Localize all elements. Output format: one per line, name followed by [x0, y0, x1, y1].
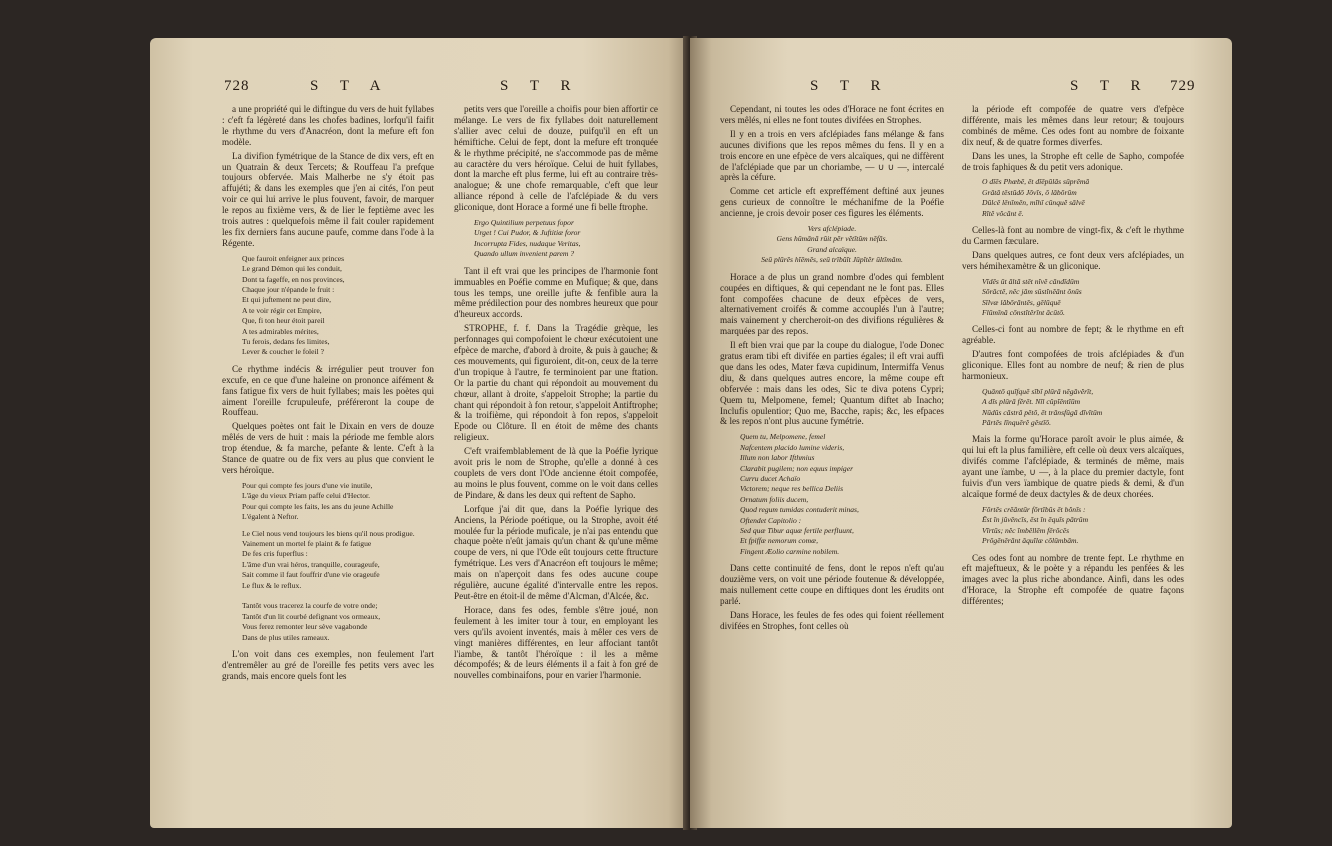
- verse-line: Vers afclépiade.: [807, 224, 857, 234]
- verse-line: Et qui juftement ne peut dire,: [242, 295, 331, 305]
- verse-line: Tantôt d'un lit courbé defignant vos ormeaux,: [242, 611, 381, 621]
- verse-block: [982, 387, 1184, 429]
- verse-block: [982, 505, 1184, 547]
- paragraph: Dans quelques autres, ce font deux vers afclépiades, un vers hémihexamètre & un gliconique.: [962, 249, 1184, 271]
- paragraph: L'on voit dans ces exemples, non feulement l'art d'entremêler au gré de l'oreille fes petits vers avec les grands, mais encore quels font les: [222, 649, 434, 681]
- verse-line: Vĭdēs ūt āltā stēt nĭvĕ cāndĭdūm: [982, 276, 1080, 286]
- paragraph: C'eft vraifemblablement de là que la Poéfie lyrique avoit pris le nom de Strophe, qu'elle a donné à ces couplets de vers dont l'Ode ancienne étoit compofée, au moins le plus fouvent, comme on le voit dans celles de Pindare, & dans les deux qui reftent de Sapho.: [454, 446, 658, 500]
- verse-line: Quod regum tumidas contuderit minas,: [740, 505, 859, 515]
- verse-line: Vous ferez remonter leur sève vagabonde: [242, 622, 368, 632]
- paragraph: STROPHE, f. f. Dans la Tragédie grèque, les perfonnages qui compofoient le chœur exécutoient une efpèce de marche, d'abord à droite, & puis à gauche; & ces mouvements, qui figuroient, dit-on, ceux de la terre d'un tropique à l'autre, fe terminoient par une ftation. Or la partie du chant qui répondoit au mouvement du chœur, allant à droite, s'appeloit Strophe; la partie du chant qui répondoit à fon retour, s'appeloit Antiftrophe; & la troifième, qui répondoit à fon repos, s'appeloit Epode ou Clôture. Il en étoit de même des chants religieux.: [454, 323, 658, 443]
- verse-line: Que fauroit enfeigner aux princes: [242, 253, 345, 263]
- paragraph: Dans les unes, la Strophe eft celle de Sapho, compofée de trois faphiques & du petit vers adonique.: [962, 150, 1184, 172]
- verse-line: O dĭĕs Phœbē, ēt dĭēpūlās sūprēmā: [982, 177, 1090, 187]
- verse-line: Quem tu, Melpomene, femel: [740, 432, 826, 442]
- verse-line: Tantôt vous tracerez la courfe de votre onde;: [242, 601, 378, 611]
- verse-line: Clarabit pugilem; non equus impiger: [740, 463, 854, 473]
- paragraph: Dans Horace, les feules de fes odes qui foient réellement divifées en Strophes, font celles où: [720, 609, 944, 631]
- verse-line: Dont ta fageffe, en nos provinces,: [242, 274, 345, 284]
- verse-line: Prōgĕnĕrānt ăquĭlæ cŏlūmbām.: [982, 536, 1079, 546]
- verse-line: Sed quæ Tibur aquæ fertile perfluunt,: [740, 526, 854, 536]
- paragraph: Tant il eft vrai que les principes de l'harmonie font immuables en Poéfie comme en Mufique; & que, dans tous les temps, une oreille jufte & fenfible aura la même prédilection pour des nombres heureux que pour d'heureux accords.: [454, 265, 658, 320]
- verse-line: Tu ferois, dedans fes limites,: [242, 337, 330, 347]
- paragraph: La divifion fymétrique de la Stance de dix vers, eft en un Quatrain & deux Tercets; & Rouffeau l'a prefque toujours obfervée. Mais Malherbe ne s'y étoit pas affujéti; & dans les exemples que j'en ai cités, l'on peut voir ce qui lui arrive le plus fouvent, favoir, de marquer le repos au fixième vers, & de lier le feptième avec les trois autres : quelquefois même il fait couler rapidement les fix derniers fans aucune paufe, comme dans l'ode à la Régente.: [222, 150, 434, 248]
- verse-block: [740, 432, 944, 557]
- paragraph: Lorfque j'ai dit que, dans la Poéfie lyrique des Anciens, la Période poétique, ou la Strophe, avoit été moulée fur la période muficale, je n'ai pas entendu que chaque poète n'eût jamais qu'un chant & qu'une même coupe de vers, ni que l'Ode eût toujours cette ftructure fymétrique. Les vers d'Anacréon eft toujours le même; mais on n'aperçoit dans fes odes aucune coupe régulière, aucune égalité d'intervalle entre les repos. Peut-être en étoit-il de même d'Alcman, d'Alcée, &c.: [454, 503, 658, 601]
- verse-line: Que, fi ton heur étoit pareil: [242, 316, 325, 326]
- verse-block: [982, 277, 1184, 319]
- paragraph: Il y en a trois en vers afclépiades fans mélange & fans aucunes divifions que les repos mêmes du fens. Il y en a trois encore en une efpèce de vers alcaïques, qui ne diffèrent de l'afclépiade que par un choriambe, — ∪ ∪ —, intercalé après la céfure.: [720, 128, 944, 183]
- verse-line: L'égalent à Neftor.: [242, 512, 299, 522]
- paragraph: Quelques poètes ont fait le Dixain en vers de douze mêlés de vers de huit : mais la période me femble alors trop étendue, & fa marche, pefante & lente. C'eft à la Stance de quatre ou de fix vers au plus que convient le vers héroïque.: [222, 421, 434, 475]
- verse-line: Lever & coucher le foleil ?: [242, 347, 325, 357]
- verse-line: Fōrtēs crĕāntūr fōrtĭbūs ēt bŏnīs :: [982, 504, 1086, 514]
- paragraph: Cependant, ni toutes les odes d'Horace ne font écrites en vers mêlés, ni elles ne font toutes divifées en Strophes.: [720, 104, 944, 125]
- verse-line: Pārtēs līnquĕrĕ gēstĭō.: [982, 418, 1051, 428]
- verse-block: [720, 224, 944, 266]
- verse-line: Quāntō quĭfquĕ sĭbī plūrā nĕgāvĕrĭt,: [982, 386, 1094, 396]
- paragraph: Horace, dans fes odes, femble s'être joué, non feulement à les imiter tour à tour, en employant les vers qu'ils avoient inventés, mais à mêler ces vers de vingt manières différentes, en leur affociant tantôt l'iambe, & tantôt l'héroïque : il les a même décompofés; & de leurs éléments il a fait à fon gré de nouvelles combinaifons, pour en varier l'harmonie.: [454, 604, 658, 681]
- paragraph: D'autres font compofées de trois afclépiades & d'un gliconique. Elles font au nombre de neuf; & rien de plus harmonieux.: [962, 349, 1184, 381]
- running-header-left-col2: S T R: [500, 78, 580, 94]
- left-column-2: [454, 104, 658, 684]
- verse-line: Urget ! Cui Pudor, & Juftitiæ foror: [474, 228, 581, 238]
- paragraph: la période eft compofée de quatre vers d'efpèce différente, mais les mêmes dans leur retour; & toujours combinés de même. Ces odes font au nombre de foixante dix neuf, & de quatre formes diverfes.: [962, 104, 1184, 147]
- verse-line: Ēst īn jŭvēncīs, ēst īn ĕquīs pătrūm: [982, 515, 1089, 525]
- verse-line: Vīrtūs; nĕc īmbēllēm fĕrōcēs: [982, 525, 1070, 535]
- page-number-left: 728: [224, 78, 250, 94]
- verse-line: Nūdūs cāstrā pĕtō, ēt trānsfŭgā dīvĭtūm: [982, 407, 1103, 417]
- verse-line: Sĭlvæ lăbōrāntēs, gĕlūquĕ: [982, 297, 1061, 307]
- verse-line: Le Ciel nous vend toujours les biens qu'il nous prodigue.: [242, 528, 415, 538]
- verse-line: Quando ullum invenient parem ?: [474, 249, 575, 259]
- verse-block: [474, 218, 658, 260]
- verse-block: [242, 529, 434, 643]
- page-number-right: 729: [1170, 78, 1196, 94]
- paragraph: Ce rhythme indécis & irrégulier peut trouver fon excufe, en ce que d'une haleine on prononce aifément & fans fatigue fix vers de huit fyllabes; mais les poètes qui aiment l'oreille fcrupuleufe, préféreront la coupe de Rouffeau.: [222, 363, 434, 418]
- paragraph: petits vers que l'oreille a choifis pour bien affortir ce mélange. Le vers de fix fyllabes doit naturellement s'allier avec celui de douze, puifqu'il en eft un hémiftiche. Celui de fept, dont la mefure eft tronquée & le rhythme précipité, ne s'accommode pas de même au caractère du vers héroïque. Celui de huit fyllabes, dont la marche eft plus ferme, lui eft au contraire très-analogue; & une chofe remarquable, c'eft que leur alliance répond à celle de l'afclépiade & du vers gliconique, dont Horace a formé une fi belle ftrophe.: [454, 104, 658, 213]
- verse-line: A dīs plūrā fĕrēt. Nīl cŭpĭēntĭūm: [982, 397, 1081, 407]
- running-header-right-col2: S T R: [1070, 78, 1150, 94]
- verse-line: A tes admirables mérites,: [242, 326, 319, 336]
- verse-line: Flūmĭnă cōnstĭtĕrīnt ăcūtō.: [982, 307, 1065, 317]
- verse-block: [242, 481, 434, 523]
- verse-line: [242, 591, 434, 601]
- paragraph: Celles-là font au nombre de vingt-fix, & c'eft le rhythme du Carmen fæculare.: [962, 225, 1184, 246]
- paragraph: Dans cette continuité de fens, dont le repos n'eft qu'au douzième vers, on voit une période foutenue & développée, mais nullement cette coupe en diftiques dont les érudits ont parlé.: [720, 563, 944, 606]
- right-column-2: [962, 104, 1184, 610]
- verse-line: Rītĕ vŏcānt ē.: [982, 208, 1024, 218]
- verse-line: Grātā tĕstūdō Jŏvīs, ō lăbōrūm: [982, 187, 1077, 197]
- verse-line: Sōrāctē, nēc jām sūstĭnĕānt ŏnūs: [982, 287, 1082, 297]
- paragraph: Celles-ci font au nombre de fept; & le rhythme en eft agréable.: [962, 324, 1184, 346]
- verse-line: Ergo Quintilium perpetuus fopor: [474, 218, 574, 228]
- verse-line: Sait comme il faut fouffrir d'une vie orageufe: [242, 570, 380, 580]
- paragraph: a une propriété qui le diftingue du vers de huit fyllabes : c'eft fa légèreté dans les chofes badines, lorfqu'il faifit le rhythme du vers d'Anacréon, dont la mefure eft fon modèle.: [222, 104, 434, 147]
- verse-line: Dans de plus utiles rameaux.: [242, 632, 330, 642]
- paragraph: Ces odes font au nombre de trente fept. Le rhythme en eft majeftueux, & le poète y a répandu les penfées & les images avec la plus riche abondance. Ainfi, dans les odes d'Horace, la Strophe eft compofée de quatre façons différentes;: [962, 552, 1184, 607]
- verse-line: Pour qui compte les faits, les ans du jeune Achille: [242, 501, 394, 511]
- verse-line: Curru ducet Achaïo: [740, 474, 801, 483]
- verse-line: Le grand Démon qui les conduit,: [242, 264, 342, 274]
- verse-block: [982, 177, 1184, 219]
- verse-line: Le flux & le reflux.: [242, 580, 302, 590]
- verse-line: Et fpiffæ nemorum comæ,: [740, 536, 819, 546]
- right-column-1: [720, 104, 944, 635]
- running-header-left: S T A: [310, 78, 390, 94]
- running-header-right: S T R: [810, 78, 890, 94]
- verse-line: Oftendet Capitolio :: [740, 515, 802, 525]
- verse-line: A te voir régir cet Empire,: [242, 305, 322, 315]
- verse-line: Nafcentem placido lumine videris,: [740, 442, 845, 452]
- verse-line: De fes cris fuperflus :: [242, 549, 308, 559]
- verse-line: Seū plūrēs hĭēmēs, seū trĭbŭīt Jūpĭtĕr ūltĭmām.: [761, 255, 903, 265]
- verse-line: Gens hūmānā rŭit pĕr vĕtĭtŭm nĕfās.: [776, 234, 888, 244]
- paragraph: Mais la forme qu'Horace paroît avoir le plus aimée, & qui lui eft la plus familière, eft celle où deux vers alcaïques, divifés comme l'afclépiade, & terminés de même, mais ayant une ïambe, ∪ —, à la place du premier dactyle, font fuivis d'un vers ïambique de quatre pieds & demi, & d'un alcaïque formé de deux dactyles & de deux chorées.: [962, 434, 1184, 499]
- verse-line: Vainement un mortel fe plaint & fe fatigue: [242, 538, 372, 548]
- verse-line: Dūlcē lēnīmēn, mĭhī cūnquĕ sālvē: [982, 198, 1085, 208]
- verse-line: Ornatum foliis ducem,: [740, 494, 809, 504]
- paragraph: Horace a de plus un grand nombre d'odes qui femblent coupées en diftiques, & qui cependant ne le font pas. Elles font compofées chacune de deux efpèces de vers, alternativement croifés & comme accouplés l'un à l'autre; mais vainement y chercheroit-on des divifions régulières & marquées par des repos.: [720, 271, 944, 337]
- verse-line: Chaque jour n'épande le fruit :: [242, 285, 335, 294]
- verse-line: Incorrupta Fides, nudaque Veritas,: [474, 238, 581, 248]
- verse-line: Pour qui compte fes jours d'une vie inutile,: [242, 480, 373, 490]
- left-column-1: [222, 104, 434, 685]
- verse-line: Grand alcaïque.: [807, 244, 857, 254]
- right-page: [690, 38, 1232, 828]
- verse-line: L'âme d'un vrai héros, tranquille, courageufe,: [242, 559, 380, 569]
- verse-line: Illum non labor Ifthmius: [740, 453, 815, 463]
- paragraph: Il eft bien vrai que par la coupe du dialogue, l'ode Donec gratus eram tibi eft divifée en parties égales; il eft vrai auffi que dans les odes, Mater fæva cupidinum, Intermiffa Venus diu, & dans quelques autres encore, la même coupe eft obfervée : mais dans les odes, Sic te diva potens Cypri; Quem tu, Melpomene, femel; Quantum diftet ab Inacho; Inclufis opulentior; Quo me, Bacche, rapis; &c, les efpaces & les repos n'ont plus aucune fymétrie.: [720, 340, 944, 427]
- verse-line: L'âge du vieux Priam paffe celui d'Hector.: [242, 491, 371, 501]
- verse-line: Fingent Æolio carmine nobilem.: [740, 546, 840, 556]
- left-page: [150, 38, 690, 828]
- verse-block: [242, 254, 434, 358]
- paragraph: Comme cet article eft expreffément deftiné aux jeunes gens curieux de connoître le méchanifme de la Poéfie ancienne, je crois devoir poser ces figures les éléments.: [720, 186, 944, 219]
- verse-line: Victorem; neque res bellica Deliis: [740, 484, 844, 494]
